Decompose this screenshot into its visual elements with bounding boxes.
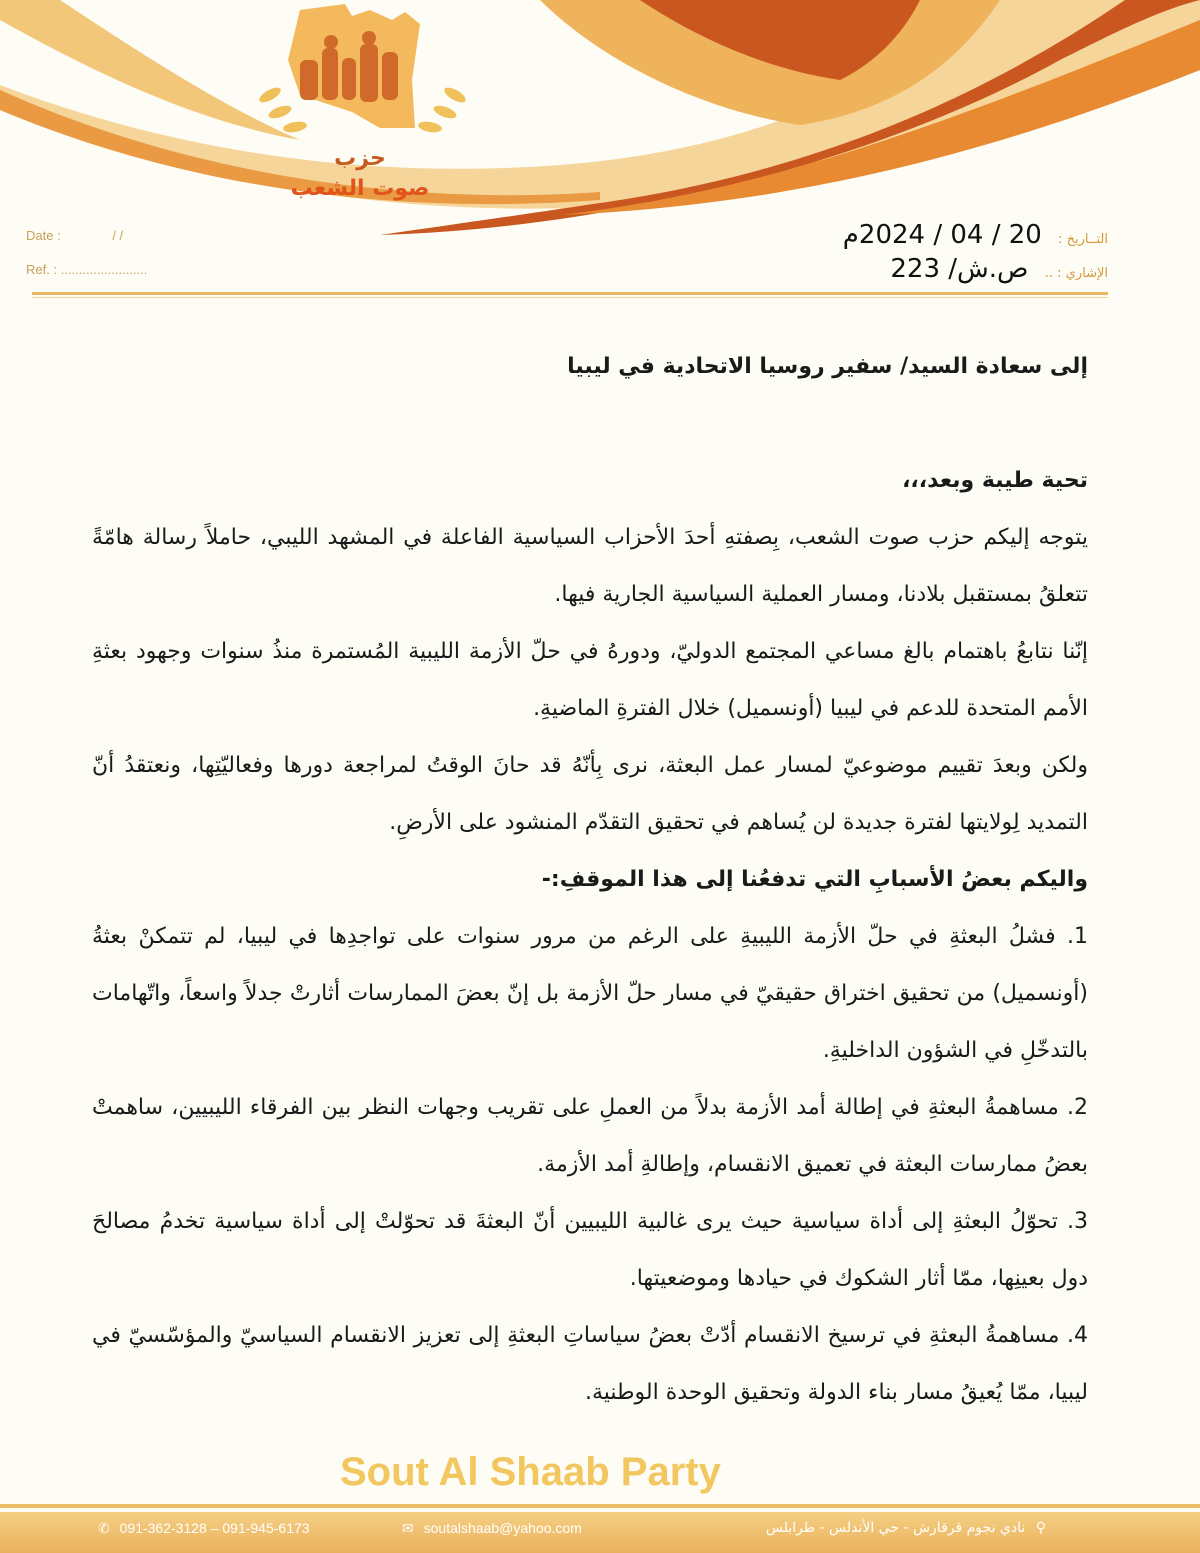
reason-text: مساهمةُ البعثةِ في ترسيخ الانقسام أدّتْ بعضُ سياساتِ البعثةِ إلى تعزيز الانقسام السياسيّ والمؤسّسيّ في ليبيا، ممّا يُعيقُ مسار بناء الدولة وتحقيق الوحدة الوطنية. xyxy=(92,1323,1088,1405)
ref-dots-en: ........................ xyxy=(60,262,148,277)
envelope-icon: ✉ xyxy=(402,1520,414,1536)
date-field-en xyxy=(26,228,123,243)
ref-value-ar: ص.ش/ 223 xyxy=(890,254,1029,284)
reason-number: 4. xyxy=(1067,1323,1088,1348)
footer-email xyxy=(396,1520,582,1537)
reason-number: 3. xyxy=(1067,1209,1088,1234)
footer-phone-numbers: 091-362-3128 – 091-945-6173 xyxy=(119,1520,310,1536)
ref-field-ar xyxy=(890,254,1108,284)
party-logo-line2: صوت الشعب xyxy=(290,176,430,201)
reason-number: 1. xyxy=(1067,924,1088,949)
reason-text: فشلُ البعثةِ في حلّ الأزمة الليبيةِ على الرغم من مرور سنوات على تواجدِها في ليبيا، لم تتمكنْ بعثةُ (أونسميل) من تحقيق اختراق حقيقيّ في مسار حلّ الأزمة بل إنّ بعضَ الممارسات أثارتْ جدلاً واسعاً، واتّهامات بالتدخّلِ في الشؤون الداخليةِ. xyxy=(92,924,1088,1063)
location-pin-icon: ⚲ xyxy=(1035,1520,1046,1536)
date-field-ar xyxy=(843,220,1108,250)
paragraph-2: إنّنا نتابعُ باهتمام بالغ مساعي المجتمع الدوليّ، ودورهُ في حلّ الأزمة الليبية المُستمرة منذُ سنوات وجهود بعثةِ الأمم المتحدة للدعم في ليبيا (أونسميل) خلال الفترةِ الماضيةِ. xyxy=(92,639,1088,721)
reason-number: 2. xyxy=(1067,1095,1088,1120)
reason-item xyxy=(92,1079,1088,1193)
ref-label-ar: الإشاري : .. xyxy=(1044,266,1108,281)
ref-field-en xyxy=(26,262,147,277)
header-divider xyxy=(32,292,1108,295)
reasons-intro: واليكم بعضُ الأسبابِ التي تدفعُنا إلى هذا الموقفِ:- xyxy=(541,867,1088,892)
date-slashes-en: / / xyxy=(112,228,124,243)
letterhead-decoration xyxy=(0,0,1200,240)
footer-email-address: soutalshaab@yahoo.com xyxy=(423,1520,582,1536)
footer-address-text: نادي نجوم قرقارش - حي الأندلس - طرابلس xyxy=(765,1520,1026,1536)
footer-address xyxy=(766,1520,1052,1536)
paragraph-1: يتوجه إليكم حزب صوت الشعب، بِصفتهِ أحدَ الأحزاب السياسية الفاعلة في المشهد الليبي، حاملاً رسالة هامّةً تتعلقُ بمستقبل بلادنا، ومسار العملية السياسية الجارية فيها. xyxy=(92,525,1088,607)
reason-text: مساهمةُ البعثةِ في إطالة أمد الأزمة بدلاً من العملِ على تقريب وجهات النظر بين الفرقاء الليبيين، ساهمتْ بعضُ ممارسات البعثة في تعميق الانقسام، وإطالةِ أمد الأزمة. xyxy=(92,1095,1088,1177)
date-label-en: Date : xyxy=(26,228,61,243)
date-value-ar: 20 / 04 / 2024م xyxy=(842,220,1042,250)
header-divider-thin xyxy=(32,297,1108,298)
letter-body xyxy=(92,338,1088,1421)
reason-item xyxy=(92,908,1088,1079)
reason-text: تحوّلُ البعثةِ إلى أداة سياسية حيث يرى غالبية الليبيين أنّ البعثةَ قد تحوّلتْ إلى أداة سياسية تخدمُ مصالحَ دول بعينِها، ممّا أثار الشكوك في حيادها وموضعيتها. xyxy=(92,1209,1088,1291)
footer-divider xyxy=(0,1504,1200,1508)
date-label-ar: التــاريخ : xyxy=(1058,232,1108,247)
phone-icon: ✆ xyxy=(98,1520,110,1536)
reason-item xyxy=(92,1307,1088,1421)
footer-phone xyxy=(92,1520,310,1537)
party-logo-line1: حزب xyxy=(334,146,386,171)
greeting-line: تحية طيبة وبعد،،، xyxy=(902,468,1088,493)
addressee-line: إلى سعادة السيد/ سفير روسيا الاتحادية في ليبيا xyxy=(567,354,1088,379)
paragraph-3: ولكن وبعدَ تقييم موضوعيّ لمسار عمل البعثة، نرى بِأنّهُ قد حانَ الوقتُ لمراجعة دورها وفعاليّتِها، ونعتقدُ أنّ التمديد لِولايتها لفترة جديدة لن يُساهم في تحقيق التقدّم المنشود على الأرضِ. xyxy=(92,753,1088,835)
reason-item xyxy=(92,1193,1088,1307)
footer-brand: Sout Al Shaab Party xyxy=(340,1450,721,1494)
ref-label-en: Ref. : xyxy=(26,262,58,277)
